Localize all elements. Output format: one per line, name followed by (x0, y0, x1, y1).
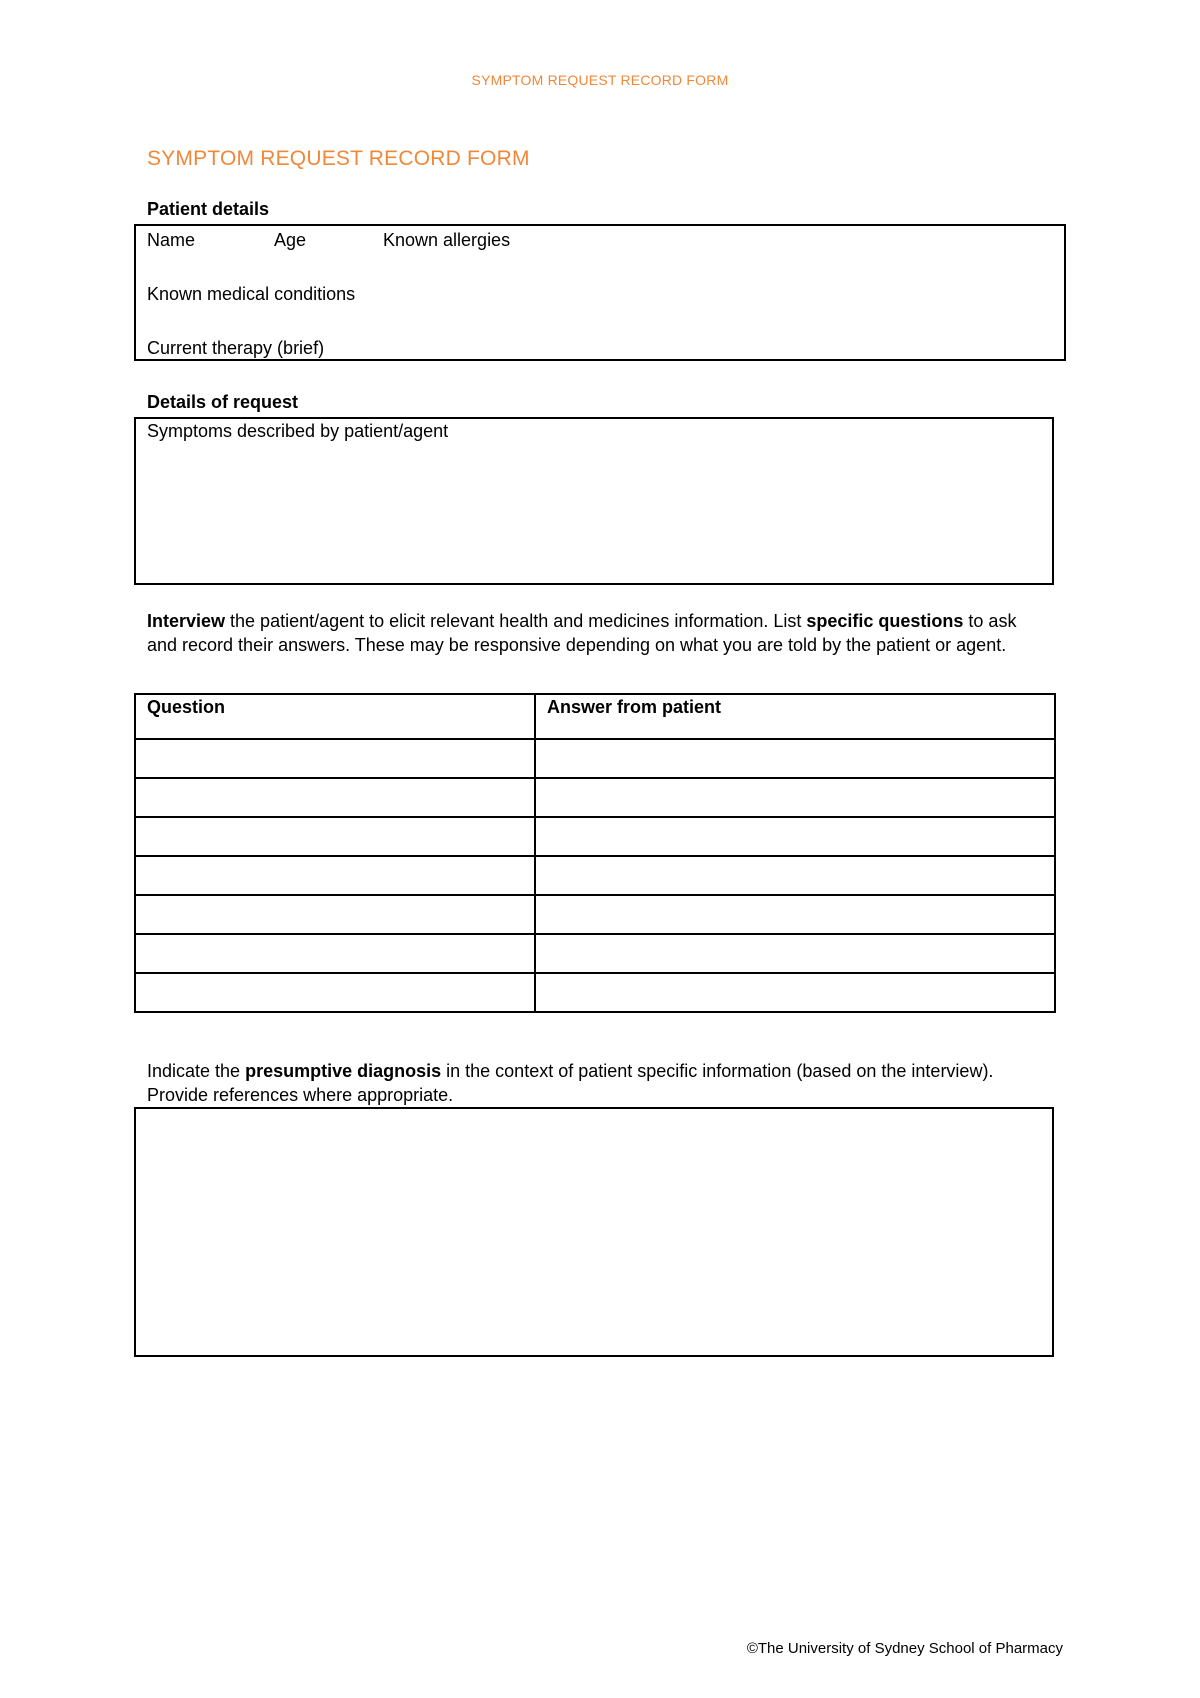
footer-copyright: ©The University of Sydney School of Pharmacy (746, 1640, 1063, 1657)
diagnosis-box[interactable] (134, 1107, 1054, 1357)
answer-cell[interactable] (535, 856, 1055, 895)
interview-text-1: the patient/agent to elicit relevant health and medicines information. List (225, 611, 807, 631)
question-cell[interactable] (135, 934, 535, 973)
question-cell[interactable] (135, 778, 535, 817)
specific-questions-bold: specific questions (806, 611, 964, 631)
table-row (135, 895, 1055, 934)
diagnosis-instructions (147, 1059, 1047, 1107)
diagnosis-text-1: Indicate the (147, 1061, 246, 1081)
diagnosis-text-2: in the context of patient specific information (based on the interview). Provide references where appropriate. (147, 1061, 994, 1105)
patient-details-label: Patient details (147, 199, 270, 219)
patient-details-box[interactable] (134, 224, 1066, 361)
form-title: SYMPTOM REQUEST RECORD FORM (147, 147, 530, 170)
table-row (135, 856, 1055, 895)
answer-cell[interactable] (535, 895, 1055, 934)
details-of-request-label: Details of request (147, 392, 299, 412)
question-cell[interactable] (135, 895, 535, 934)
answer-cell[interactable] (535, 778, 1055, 817)
symptoms-label: Symptoms described by patient/agent (147, 421, 449, 441)
interview-bold: Interview (147, 611, 226, 631)
question-cell[interactable] (135, 856, 535, 895)
question-cell[interactable] (135, 973, 535, 1012)
table-row (135, 778, 1055, 817)
answer-cell[interactable] (535, 934, 1055, 973)
question-column-header: Question (135, 694, 535, 739)
question-cell[interactable] (135, 739, 535, 778)
table-header-row (135, 694, 1055, 739)
age-label: Age (274, 230, 307, 250)
answer-cell[interactable] (535, 973, 1055, 1012)
table-row (135, 739, 1055, 778)
answer-cell[interactable] (535, 739, 1055, 778)
question-cell[interactable] (135, 817, 535, 856)
name-label: Name (147, 230, 196, 250)
current-therapy-label: Current therapy (brief) (147, 338, 325, 358)
known-medical-conditions-label: Known medical conditions (147, 284, 356, 304)
known-allergies-label: Known allergies (383, 230, 511, 250)
question-answer-table (134, 693, 1056, 1013)
answer-cell[interactable] (535, 817, 1055, 856)
symptoms-box[interactable] (134, 417, 1054, 585)
table-row (135, 973, 1055, 1012)
table-row (135, 817, 1055, 856)
running-header: SYMPTOM REQUEST RECORD FORM (471, 72, 729, 88)
interview-instructions (147, 609, 1047, 657)
presumptive-diagnosis-bold: presumptive diagnosis (245, 1061, 442, 1081)
interview-text-2: to ask and record their answers. These may be responsive depending on what you are told by the patient or agent. (147, 611, 1017, 655)
answer-column-header: Answer from patient (535, 694, 1055, 739)
table-row (135, 934, 1055, 973)
